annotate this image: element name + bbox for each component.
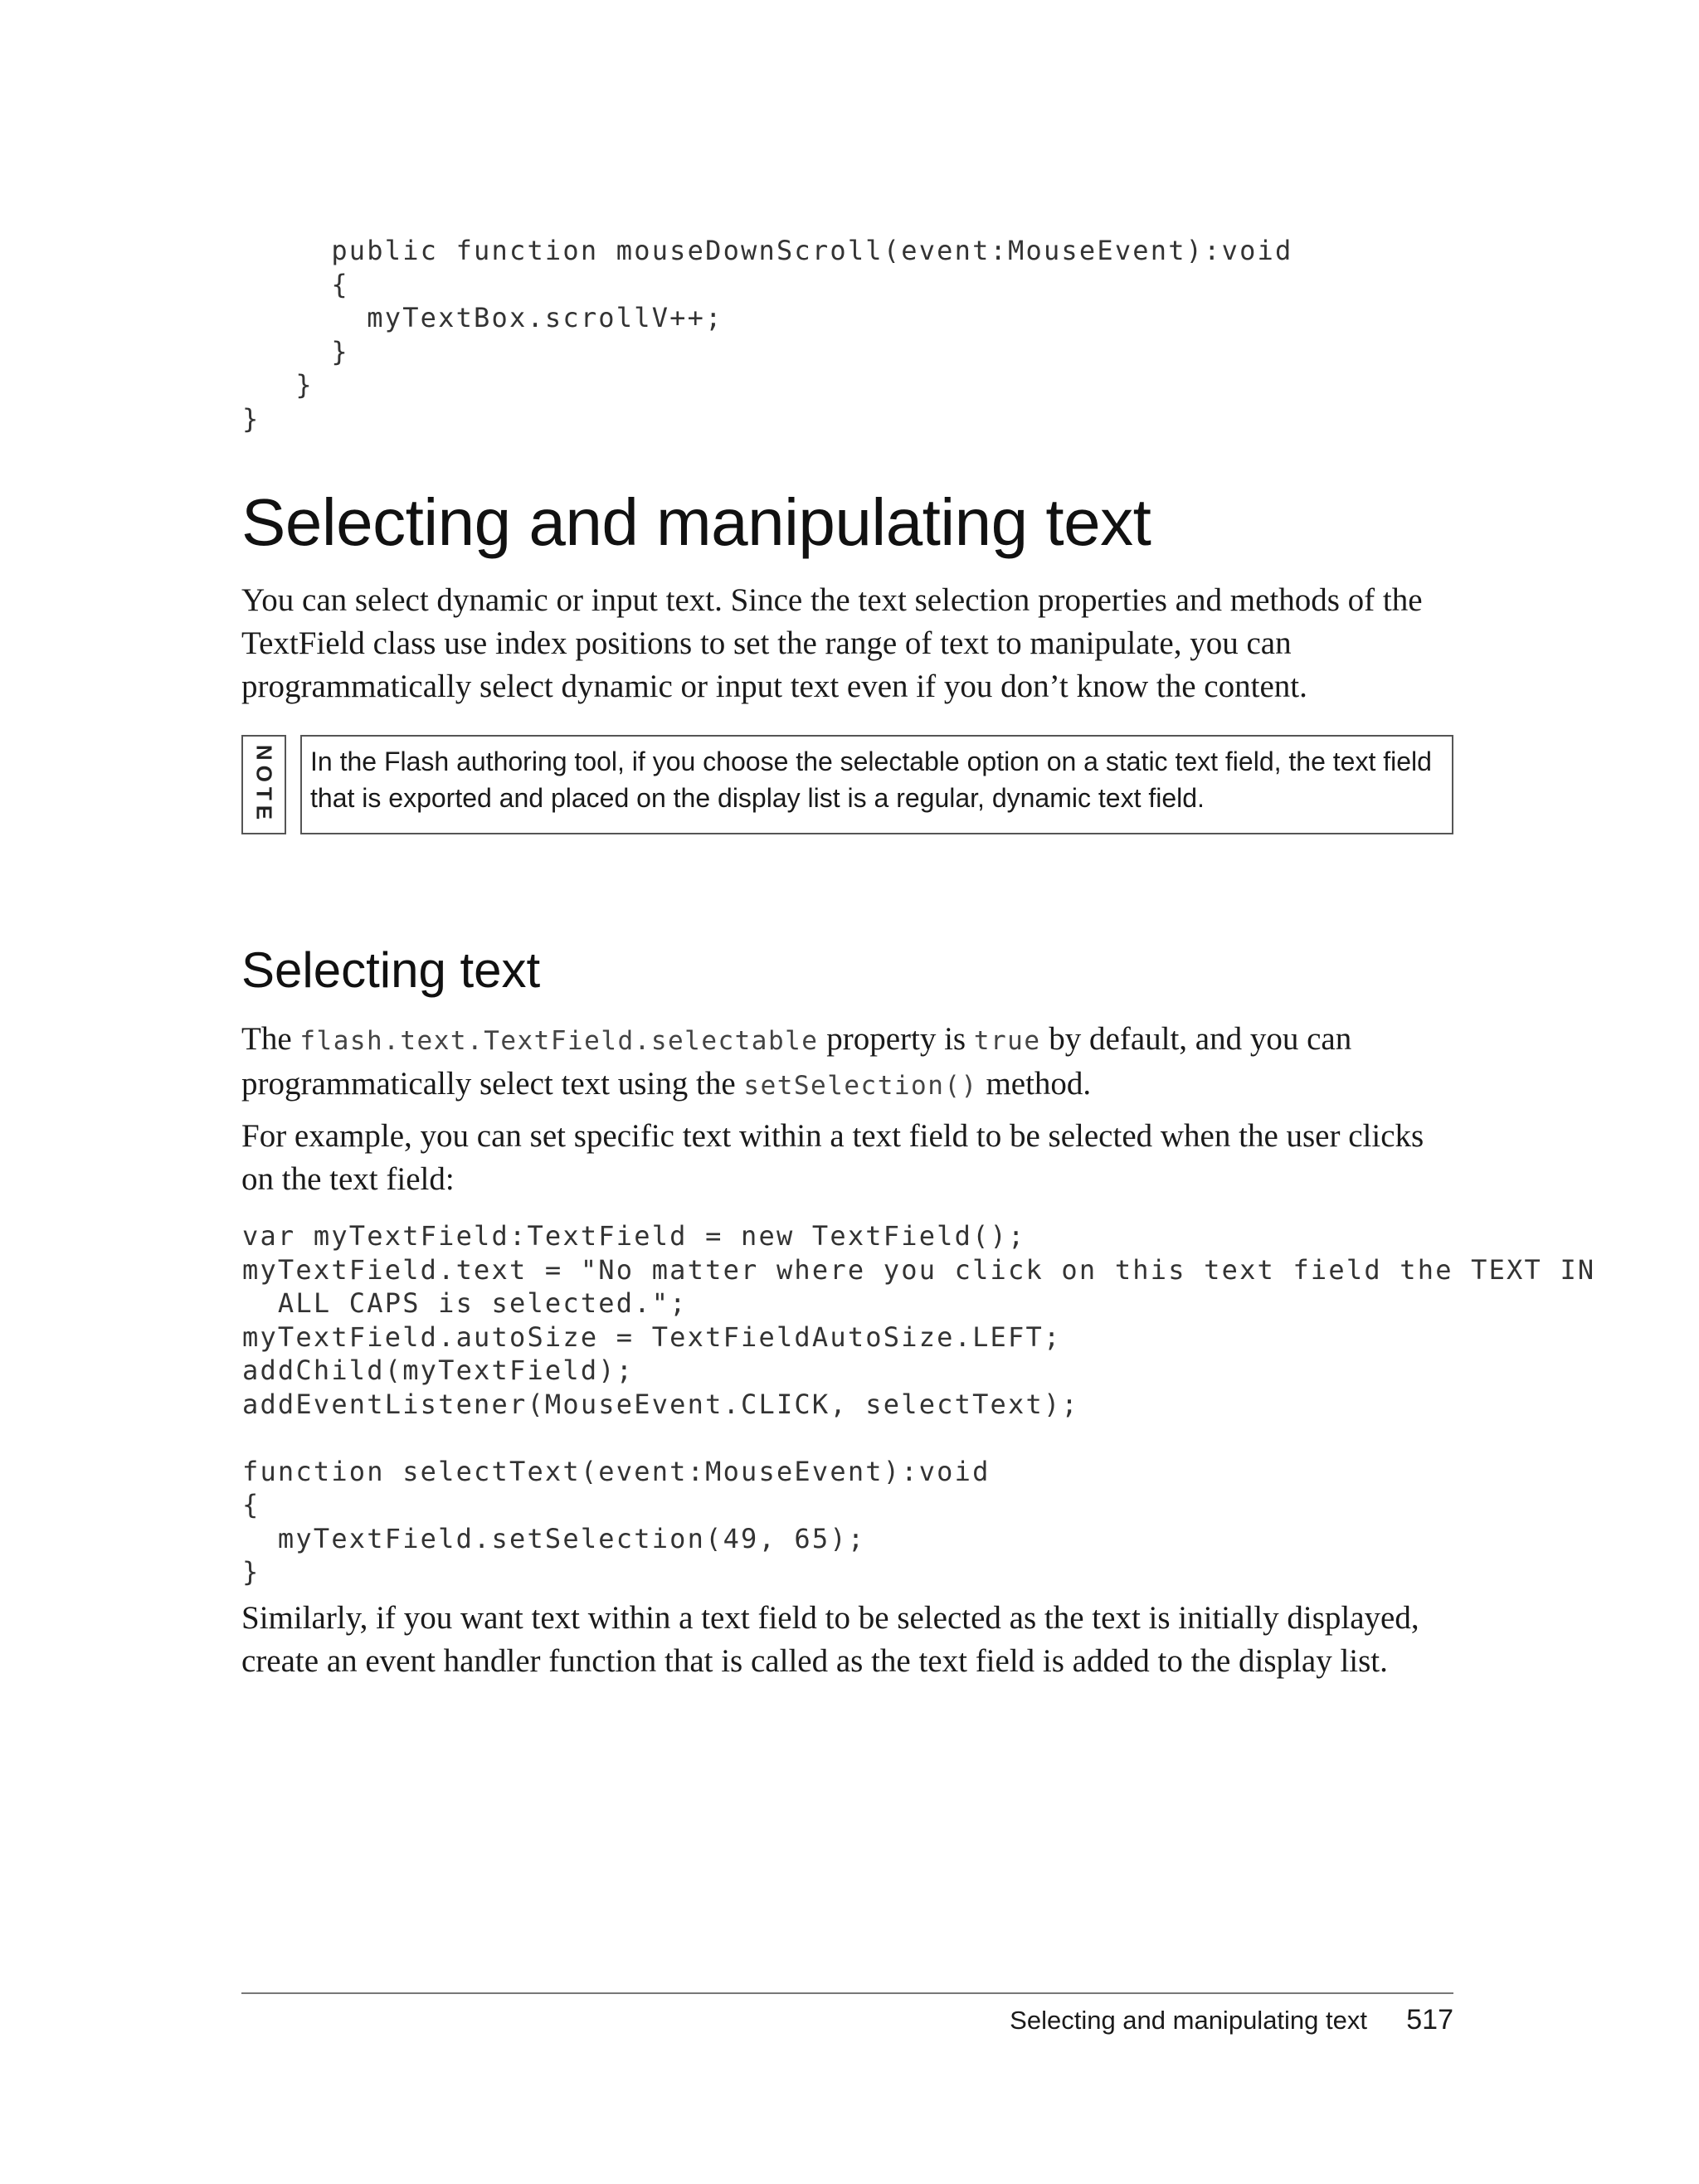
code-line: addEventListener(MouseEvent.CLICK, selectText); [242, 1388, 1079, 1420]
code-line: } [242, 402, 260, 435]
inline-code: true [973, 1026, 1041, 1056]
code-block-select-text [242, 1219, 1595, 1589]
note-label [241, 735, 286, 834]
code-line: function selectText(event:MouseEvent):void [242, 1455, 991, 1487]
code-line: } [242, 335, 349, 367]
code-line: ALL CAPS is selected."; [242, 1287, 688, 1319]
note-box: In the Flash authoring tool, if you choose the selectable option on a static text field, the text field that is exported and placed on the display list is a regular, dynamic text field. [300, 735, 1453, 834]
text-run: method. [977, 1066, 1092, 1102]
intro-paragraph: You can select dynamic or input text. Since the text selection properties and methods of the TextField class use index positions to set the range of text to manipulate, you can programmatically select dynamic or input text even if you don’t know the content. [241, 582, 1423, 704]
text-run: The [241, 1021, 300, 1057]
code-line: { [242, 1489, 260, 1520]
text-run: property is [818, 1021, 974, 1057]
code-line: } [242, 1556, 260, 1588]
section-heading: Selecting and manipulating text [241, 485, 1151, 559]
text-run: by default, and you can programmatically select text using the [241, 1021, 1352, 1102]
inline-code: setSelection() [743, 1071, 978, 1101]
code-line: } [242, 369, 314, 401]
example-paragraph: For example, you can set specific text within a text field to be selected when the user clicks on the text field: [241, 1118, 1424, 1197]
code-line: myTextField.setSelection(49, 65); [242, 1522, 866, 1554]
code-line: public function mouseDownScroll(event:MouseEvent):void [242, 235, 1293, 266]
similarly-paragraph: Similarly, if you want text within a text field to be selected as the text is initially displayed, create an event handler function that is called as the text field is added to the display list. [241, 1600, 1419, 1679]
footer-section-title: Selecting and manipulating text [1010, 2006, 1367, 2035]
page-number: 517 [1406, 2004, 1453, 2036]
code-line: myTextBox.scrollV++; [242, 302, 723, 333]
footer-divider [241, 1992, 1453, 1994]
code-line [242, 1421, 1595, 1455]
code-line: addChild(myTextField); [242, 1355, 635, 1386]
subsection-heading: Selecting text [241, 942, 541, 998]
code-block-scroll-function [242, 234, 1293, 435]
code-line: myTextField.autoSize = TextFieldAutoSize.LEFT; [242, 1321, 1062, 1353]
selectable-paragraph [241, 1018, 1461, 1107]
code-line: var myTextField:TextField = new TextField(); [242, 1220, 1026, 1252]
code-line: myTextField.text = "No matter where you click on this text field the TEXT IN [242, 1253, 1596, 1286]
code-line: { [242, 268, 349, 300]
note-label-text: NOTE [251, 744, 277, 825]
inline-code: flash.text.TextField.selectable [299, 1026, 819, 1056]
